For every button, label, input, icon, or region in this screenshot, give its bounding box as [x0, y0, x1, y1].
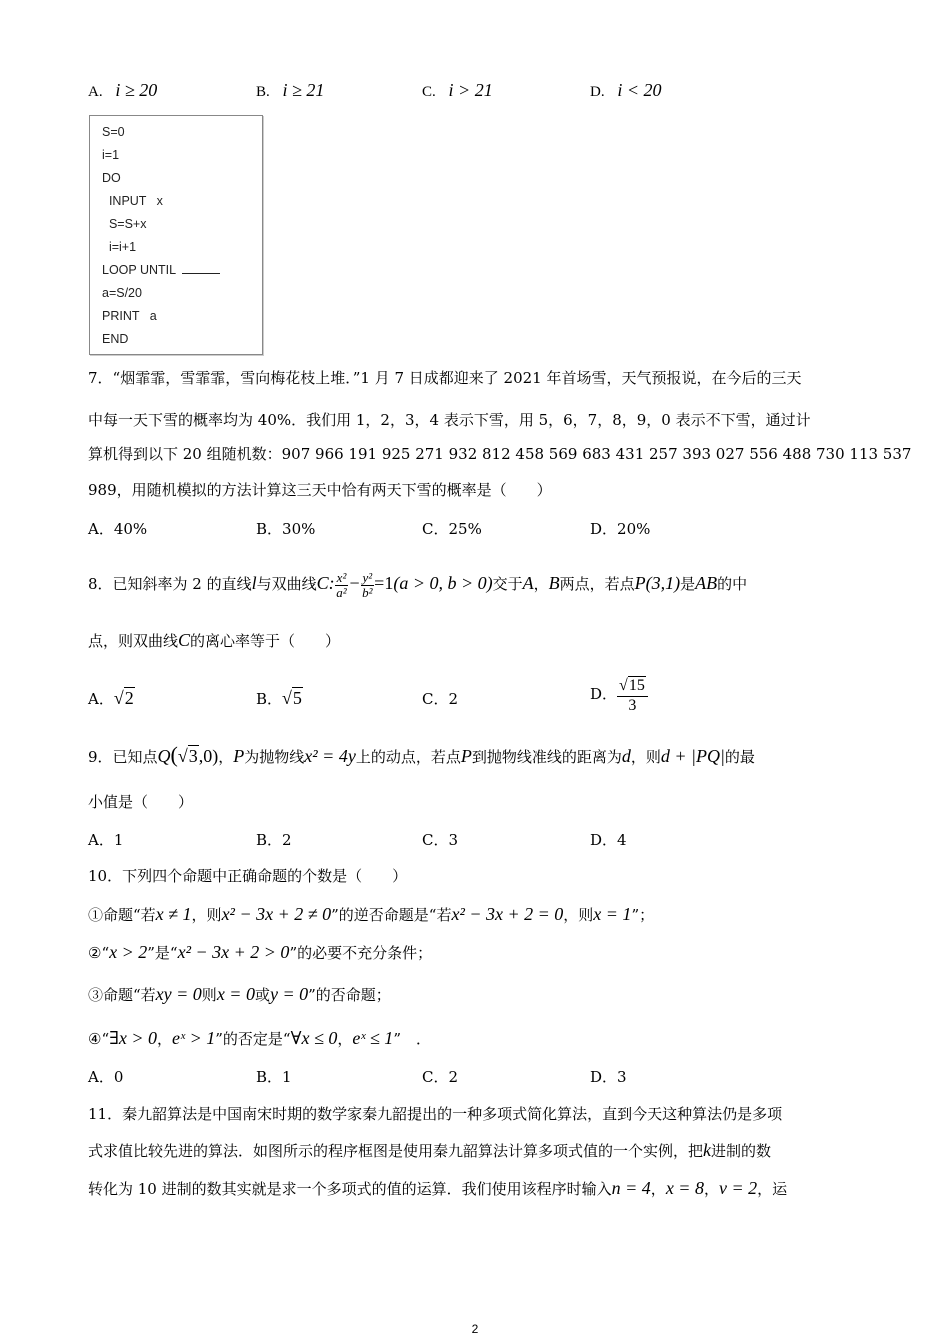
option-text: i ≥ 21 — [282, 80, 325, 100]
q11-line-2 — [88, 1138, 771, 1163]
math-sym: ,0) — [198, 746, 219, 766]
math-expr: eˣ ≤ 1 — [352, 1028, 394, 1048]
q9-option-b: B．2 — [256, 831, 292, 849]
math-sym: : — [328, 573, 335, 593]
text: ， — [218, 748, 234, 766]
text: ③命题“若 — [88, 986, 156, 1004]
text: 上的动点，若点 — [355, 748, 461, 766]
text: ， — [337, 1030, 353, 1048]
code-line: DO — [102, 171, 121, 185]
text: 的最 — [724, 748, 755, 766]
q7-line-4: 989，用随机模拟的方法计算这三天中恰有两天下雪的概率是（ ） — [88, 481, 552, 499]
q7-line-1: 7．“烟霏霏，雪霏霏，雪向梅花枝上堆．”1 月 7 日成都迎来了 2021 年首场雪，天气预报说，在今后的三天 — [88, 369, 802, 387]
text: ，则 — [191, 906, 222, 924]
text: 转化为 10 进制的数其实就是求一个多项式的值的运算．我们使用该程序时输入 — [88, 1180, 612, 1198]
q9-option-a: A．1 — [88, 831, 124, 849]
q11-line-1: 11．秦九韶算法是中国南宋时期的数学家秦九韶提出的一种多项式简化算法，直到今天这种算法仍是多项 — [88, 1105, 783, 1123]
page-number: 2 — [471, 1322, 479, 1336]
numerator: √15 — [617, 676, 648, 697]
q7-option-b: B．30% — [256, 520, 316, 538]
option-text: i < 20 — [617, 80, 662, 100]
q11-line-3 — [88, 1176, 787, 1201]
q9-option-c: C．3 — [422, 831, 459, 849]
program-code-box — [89, 115, 263, 355]
fraction — [617, 676, 648, 715]
math-var: P — [233, 746, 245, 766]
text: ，运 — [757, 1180, 788, 1198]
math-var: B — [548, 573, 560, 593]
sqrt: √2 — [113, 688, 134, 708]
q6-option-a — [88, 80, 157, 101]
math-expr: x = 8 — [665, 1178, 704, 1198]
q8-option-d — [590, 674, 648, 715]
text: ， — [703, 1180, 719, 1198]
math-var: C — [316, 573, 329, 593]
q10-option-d: D．3 — [590, 1068, 627, 1086]
math-expr: xy = 0 — [155, 984, 202, 1004]
math-expr: x = 1 — [593, 904, 632, 924]
text: 两点，若点 — [559, 575, 635, 593]
code-line: S=S+x — [102, 217, 147, 231]
code-line: i=1 — [102, 148, 120, 162]
text: ”的必要不充分条件； — [289, 944, 433, 962]
text: ，则 — [563, 906, 594, 924]
math-expr: v = 2 — [718, 1178, 758, 1198]
denominator: b² — [362, 584, 373, 600]
option-letter: B． — [256, 690, 283, 708]
radicand: 2 — [124, 688, 134, 708]
text: ， — [533, 575, 549, 593]
q10-stem: 10．下列四个命题中正确命题的个数是（ ） — [88, 867, 408, 885]
text: 交于 — [492, 575, 523, 593]
math-var: l — [251, 573, 257, 593]
radicand: 5 — [292, 688, 302, 708]
code-line: INPUT x — [102, 194, 163, 208]
text: 或 — [254, 986, 270, 1004]
q10-option-c: C．2 — [422, 1068, 459, 1086]
text: ”是“ — [147, 944, 178, 962]
math-expr: x² − 3x + 2 ≠ 0 — [221, 904, 332, 924]
q8-option-a — [88, 684, 135, 713]
math-expr: (a > 0, b > 0) — [393, 573, 493, 593]
math-expr: y = 0 — [269, 984, 309, 1004]
text: ”； — [631, 906, 655, 924]
q7-line-3: 算机得到以下 20 组随机数：907 966 191 925 271 932 812 458 569 683 431 257 393 027 556 488 730 113 537 — [88, 445, 912, 463]
math-expr: x = 0 — [216, 984, 255, 1004]
denominator: 3 — [628, 696, 637, 714]
math-expr: ∀x ≤ 0 — [290, 1028, 338, 1048]
code-line-loop-until — [102, 263, 220, 277]
math-var: AB — [695, 573, 718, 593]
option-text: i > 21 — [448, 80, 493, 100]
math-var: A — [522, 573, 534, 593]
q10-option-b: B．1 — [256, 1068, 292, 1086]
text: ①命题“若 — [88, 906, 156, 924]
q10-statement-3 — [88, 982, 391, 1007]
q7-option-a: A．40% — [88, 520, 148, 538]
q9-line-1 — [88, 738, 755, 774]
radicand: 15 — [628, 676, 645, 694]
math-expr: d + |PQ| — [660, 746, 725, 766]
q7-option-d: D．20% — [590, 520, 651, 538]
math-expr: eˣ > 1 — [172, 1028, 216, 1048]
q6-option-d — [590, 80, 662, 101]
math-sym: − — [348, 573, 361, 593]
text: 的离心率等于（ ） — [190, 632, 341, 650]
math-var: C — [178, 630, 191, 650]
text: ②“ — [88, 944, 110, 962]
q7-line-2: 中每一天下雪的概率均为 40%．我们用 1，2，3，4 表示下雪，用 5，6，7，8，9，0 表示不下雪，通过计 — [88, 411, 811, 429]
sqrt: √3 — [177, 746, 198, 766]
answer-blank — [182, 273, 220, 274]
radicand: 3 — [188, 746, 198, 766]
math-expr: x ≠ 1 — [155, 904, 192, 924]
text: 是 — [680, 575, 696, 593]
text: 点，则双曲线 — [88, 632, 179, 650]
code-text: LOOP UNTIL — [102, 263, 177, 277]
text: 式求值比较先进的算法．如图所示的程序框图是使用秦九韶算法计算多项式值的一个实例，把 — [88, 1142, 704, 1160]
math-expr: x² = 4y — [304, 746, 356, 766]
numerator: y² — [362, 569, 373, 585]
text: 进制的数 — [711, 1142, 772, 1160]
math-var: k — [703, 1140, 712, 1160]
math-var: d — [621, 746, 631, 766]
math-var: Q — [157, 746, 171, 766]
text: 为抛物线 — [244, 748, 305, 766]
numerator: x² — [336, 569, 347, 585]
q10-statement-4 — [88, 1026, 431, 1051]
math-expr: x² − 3x + 2 = 0 — [451, 904, 564, 924]
text: ”的逆否命题是“若 — [331, 906, 452, 924]
text: ”的否定是“ — [215, 1030, 291, 1048]
text: ④“ — [88, 1030, 110, 1048]
q9-option-d: D．4 — [590, 831, 627, 849]
text: 则 — [201, 986, 217, 1004]
math-sym: ( — [170, 742, 178, 767]
math-expr: x² − 3x + 2 > 0 — [177, 942, 290, 962]
sqrt: √5 — [282, 688, 302, 708]
q7-option-c: C．25% — [422, 520, 482, 538]
q8-option-b — [256, 684, 303, 713]
q9-line-2: 小值是（ ） — [88, 793, 194, 811]
text: 与双曲线 — [256, 575, 317, 593]
option-letter: A. — [88, 84, 103, 100]
q10-statement-2 — [88, 940, 432, 965]
text: 的中 — [717, 575, 748, 593]
text: ， — [650, 1180, 666, 1198]
q8-line-2 — [88, 628, 340, 653]
option-letter: C. — [422, 84, 436, 100]
option-letter: D． — [590, 685, 618, 703]
text: ，则 — [630, 748, 661, 766]
option-text: i ≥ 20 — [115, 80, 158, 100]
denominator: a² — [336, 584, 347, 600]
fraction — [361, 571, 375, 600]
q10-option-a: A．0 — [88, 1068, 124, 1086]
text: 到抛物线准线的距离为 — [471, 748, 622, 766]
text: ”的否命题； — [308, 986, 391, 1004]
math-expr: ∃x > 0 — [109, 1028, 158, 1048]
option-letter: D. — [590, 84, 605, 100]
text: 9．已知点 — [88, 748, 158, 766]
text: ， — [157, 1030, 173, 1048]
math-expr: P(3,1) — [634, 573, 681, 593]
math-sym: =1 — [374, 573, 394, 593]
math-expr: x > 2 — [109, 942, 148, 962]
option-letter: B. — [256, 84, 270, 100]
math-var: P — [460, 746, 472, 766]
code-line: a=S/20 — [102, 286, 142, 300]
code-line: END — [102, 332, 129, 346]
math-expr: n = 4 — [611, 1178, 651, 1198]
text: ” ． — [393, 1030, 431, 1048]
code-line: i=i+1 — [102, 240, 137, 254]
code-line: S=0 — [102, 125, 125, 139]
q6-option-c — [422, 80, 493, 101]
text: 8．已知斜率为 2 的直线 — [88, 575, 252, 593]
code-line: PRINT a — [102, 309, 157, 323]
q10-statement-1 — [88, 902, 654, 927]
q8-line-1 — [88, 566, 747, 601]
q6-option-b — [256, 80, 324, 101]
q8-option-c: C．2 — [422, 690, 459, 708]
option-letter: A． — [88, 690, 114, 708]
fraction — [335, 571, 349, 600]
